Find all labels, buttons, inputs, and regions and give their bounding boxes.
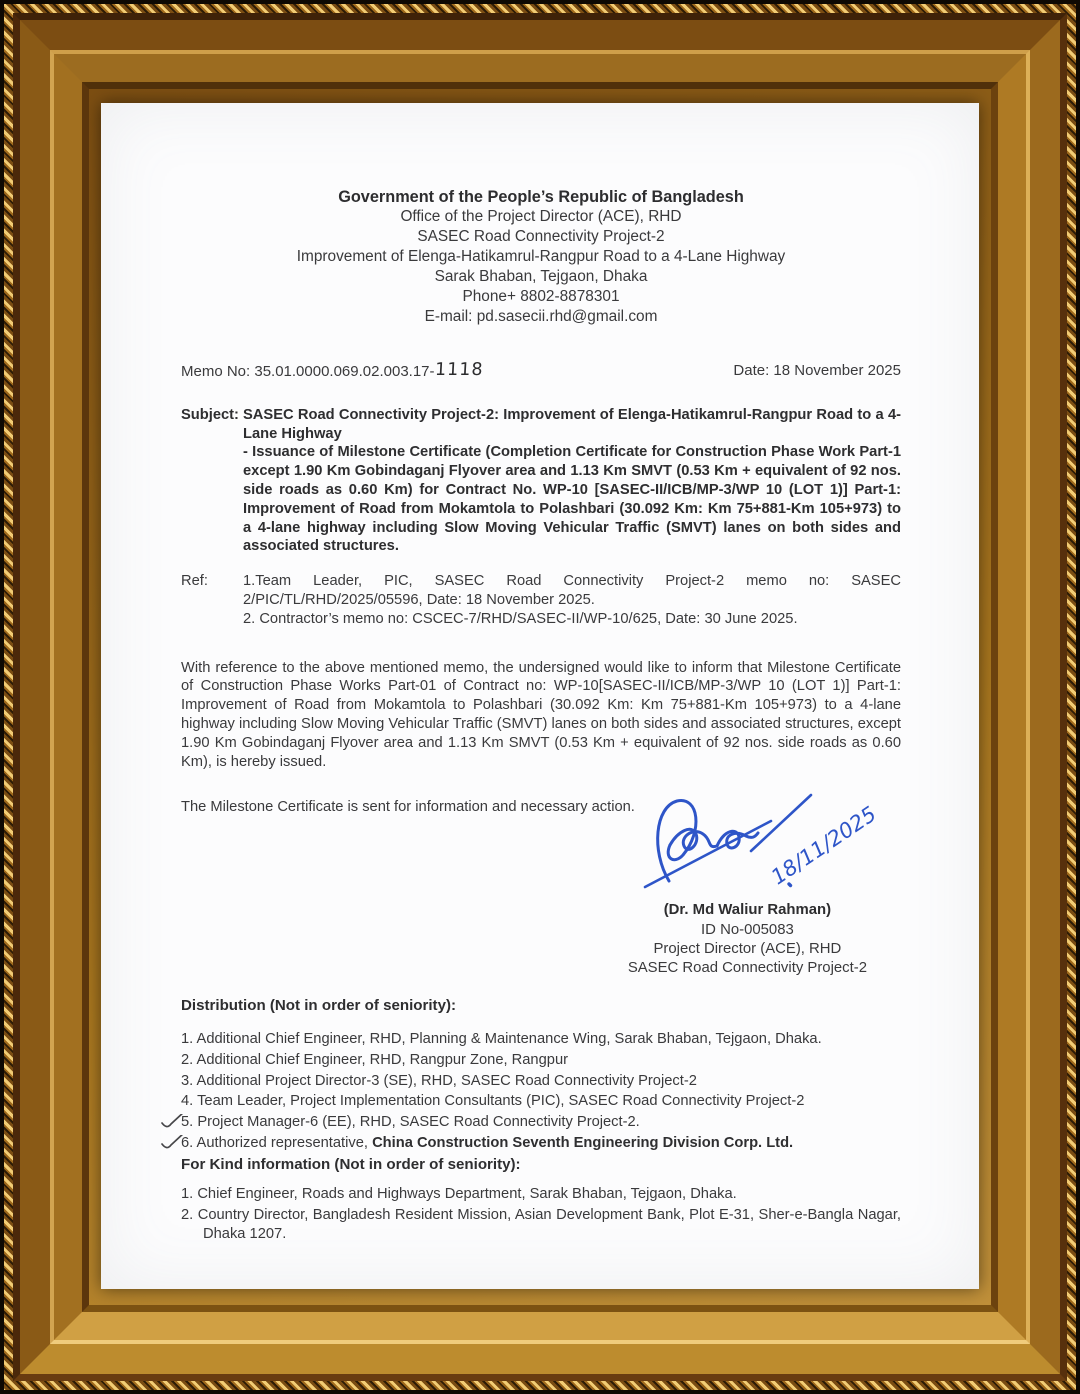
distribution-list [181, 1030, 901, 1153]
kind-info-item: 1. Chief Engineer, Roads and Highways Department, Sarak Bhaban, Tejgaon, Dhaka. [181, 1185, 737, 1202]
distribution-item: 6. Authorized representative, China Construction Seventh Engineering Division Corp. Ltd. [181, 1134, 901, 1153]
distribution-item: 4. Team Leader, Project Implementation Consultants (PIC), SASEC Road Connectivity Project-2 [181, 1093, 805, 1110]
address-line: Sarak Bhaban, Tejgaon, Dhaka [434, 268, 648, 285]
subject-title: SASEC Road Connectivity Project-2: Improvement of Elenga-Hatikamrul-Rangpur Road to a 4-Lane Highway [243, 406, 901, 442]
phone-line: Phone+ 8802-8878301 [462, 288, 620, 305]
signer-org: SASEC Road Connectivity Project-2 [627, 960, 867, 977]
signer-name: (Dr. Md Waliur Rahman) [663, 902, 832, 919]
kind-info-list [181, 1185, 901, 1244]
kind-info-heading: For Kind information (Not in order of seniority): [181, 1156, 521, 1174]
closing-line: The Milestone Certificate is sent for information and necessary action. [181, 799, 635, 816]
project-line: SASEC Road Connectivity Project-2 [417, 228, 665, 245]
signature-block [628, 901, 867, 979]
distribution-heading: Distribution (Not in order of seniority): [181, 997, 457, 1015]
distribution-section [181, 997, 901, 1244]
memo-number-printed: Memo No: 35.01.0000.069.02.003.17- [181, 363, 435, 380]
contractor-company-name: China Construction Seventh Engineering Division Corp. Ltd. [372, 1134, 794, 1151]
email-line: E-mail: pd.sasecii.rhd@gmail.com [424, 308, 658, 325]
memo-row [181, 362, 901, 382]
tick-mark-icon [161, 1135, 187, 1153]
memo-number [181, 362, 483, 382]
signer-id: ID No-005083 [701, 921, 794, 938]
subject-details: - Issuance of Milestone Certificate (Completion Certificate for Construction Phase Work Part-1 except 1.90 Km Gobindaganj Flyover area and 1.13 Km SMVT (0.53 Km + equivalent of 92 nos. side roads as 0.60 Km) for Contract No. WP-10 [SASEC-II/ICB/MP-3/WP 10 (LOT 1)] Part-1: Improvement of Road from Mokamtola to Polashbari (30.092 Km: Km 75+881-Km 105+973) to a 4-lane highway including Slow Moving Vehicular Traffic (SMVT) lanes on both sides and associated structures. [243, 444, 901, 555]
memo-number-handwritten: 1118 [434, 360, 484, 380]
office-line: Office of the Project Director (ACE), RHD [400, 208, 682, 225]
distribution-item: 3. Additional Project Director-3 (SE), RHD, SASEC Road Connectivity Project-2 [181, 1072, 697, 1089]
ref-item-1: 1.Team Leader, PIC, SASEC Road Connectivity Project-2 memo no: SASEC 2/PIC/TL/RHD/2025/05596, Date: 18 November 2025. [243, 573, 901, 608]
ref-label: Ref: [181, 573, 208, 590]
memo-date: Date: 18 November 2025 [733, 362, 901, 379]
letter-content [101, 103, 979, 1289]
signature-handwritten-date: 18/11/2025 [766, 801, 881, 890]
signer-title: Project Director (ACE), RHD [653, 940, 842, 957]
road-line: Improvement of Elenga-Hatikamrul-Rangpur Road to a 4-Lane Highway [296, 248, 786, 265]
letterhead [181, 187, 901, 327]
distribution-item: 2. Additional Chief Engineer, RHD, Rangpur Zone, Rangpur [181, 1051, 569, 1068]
ref-item-2: 2. Contractor’s memo no: CSCEC-7/RHD/SASEC-II/WP-10/625, Date: 30 June 2025. [243, 610, 798, 627]
org-title: Government of the People’s Republic of Bangladesh [338, 188, 744, 206]
subject-label: Subject: [181, 406, 239, 423]
kind-info-item: 2. Country Director, Bangladesh Resident Mission, Asian Development Bank, Plot E-31, Sher-e-Bangla Nagar, Dhaka 1207. [181, 1206, 901, 1242]
ref-block [181, 572, 901, 628]
subject-block [181, 406, 901, 556]
body-paragraph: With reference to the above mentioned memo, the undersigned would like to inform that Milestone Certificate of Construction Phase Works Part-01 of Contract no: WP-10[SASEC-II/ICB/MP-3/WP 10 (LOT 1)] Part-1: Improvement of Road from Mokamtola to Polashbari (30.092 Km: Km 75+881-Km 105+973) to a 4-lane highway including Slow Moving Vehicular Traffic (SMVT) lanes on both sides and associated structures, except 1.90 Km Gobindaganj Flyover area and 1.13 Km SMVT (0.53 Km + equivalent of 92 nos. side roads as 0.60 Km), is hereby issued. [181, 659, 901, 770]
letter-paper [101, 103, 979, 1289]
distribution-item: 5. Project Manager-6 (EE), RHD, SASEC Road Connectivity Project-2. [181, 1113, 901, 1132]
tick-mark-icon [161, 1114, 187, 1132]
frame-inner-mat [89, 89, 991, 1305]
distribution-item: 1. Additional Chief Engineer, RHD, Planning & Maintenance Wing, Sarak Bhaban, Tejgaon, Dhaka. [181, 1030, 822, 1047]
signature-ink-icon [639, 789, 897, 901]
